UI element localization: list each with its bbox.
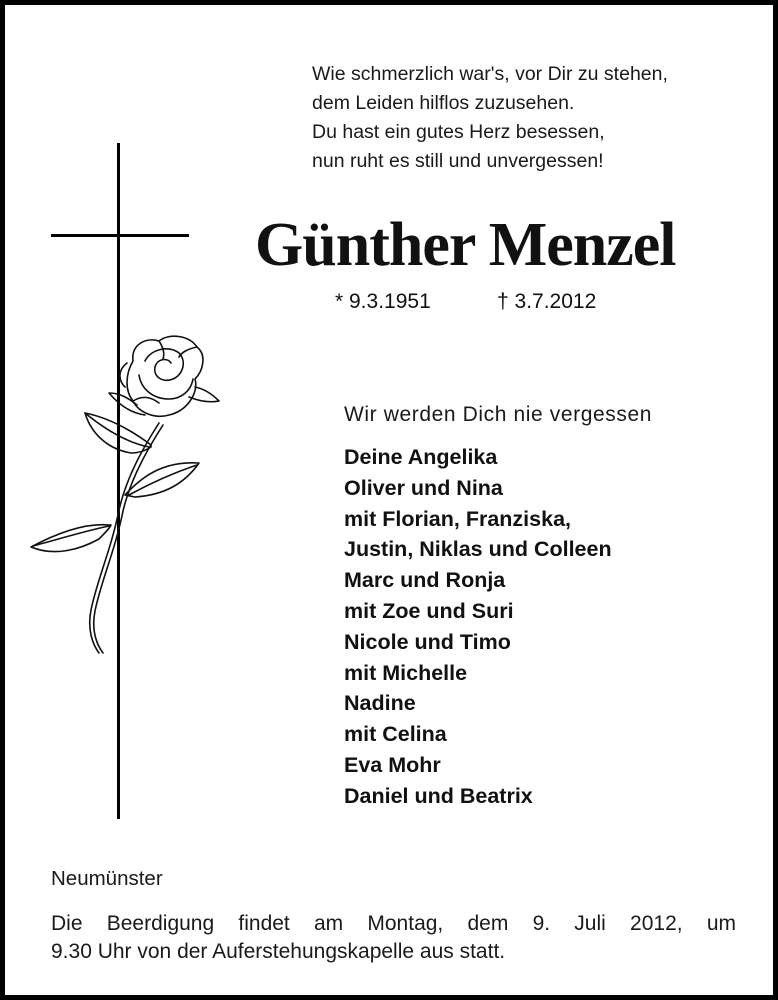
mourner-entry: mit Celina: [344, 722, 447, 747]
memorial-poem: [312, 60, 668, 176]
mourner-entry: Eva Mohr: [344, 752, 441, 777]
mourner-entry: Daniel und Beatrix: [344, 783, 533, 808]
mourner-entry: Nadine: [344, 691, 416, 716]
remembrance-line: Wir werden Dich nie vergessen: [344, 403, 653, 426]
mourner-entry: Oliver und Nina: [344, 475, 503, 500]
place-name: Neumünster: [51, 867, 163, 890]
poem-line: Wie schmerzlich war's, vor Dir zu stehen,: [312, 63, 668, 85]
mourner-entry: mit Florian, Franziska,: [344, 506, 571, 531]
death-date: † 3.7.2012: [497, 290, 597, 313]
mourners-list: [344, 442, 612, 812]
poem-line: Du hast ein gutes Herz besessen,: [312, 121, 605, 143]
poem-line: dem Leiden hilflos zuzusehen.: [312, 92, 575, 114]
mourner-entry: Deine Angelika: [344, 445, 498, 469]
funeral-line: Die Beerdigung findet am Montag, dem 9. Juli 2012, um: [51, 912, 736, 935]
rose-icon: [27, 335, 227, 655]
mourner-entry: Justin, Niklas und Colleen: [344, 537, 612, 562]
mourner-entry: mit Zoe und Suri: [344, 598, 514, 623]
cross-horizontal-bar: [51, 234, 189, 237]
funeral-line: 9.30 Uhr von der Auferstehungskapelle aus statt.: [51, 939, 506, 963]
mourner-entry: mit Michelle: [344, 660, 468, 685]
mourner-entry: Nicole und Timo: [344, 629, 511, 654]
funeral-announcement: [51, 910, 736, 965]
birth-date: * 9.3.1951: [335, 290, 431, 313]
mourner-entry: Marc und Ronja: [344, 568, 506, 593]
poem-line: nun ruht es still und unvergessen!: [312, 150, 604, 172]
deceased-name: Günther Menzel: [255, 211, 676, 279]
